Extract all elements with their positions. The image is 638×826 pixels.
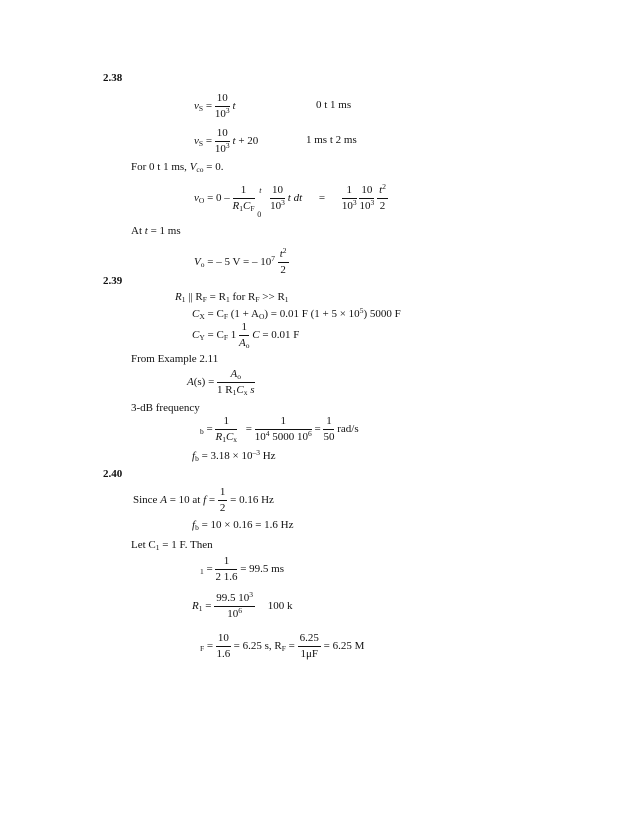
text-line: From Example 2.11 [131, 353, 219, 365]
range-text: 1 ms t 2 ms [306, 134, 357, 146]
text-line: R1 || RF = R1 for RF >> R1 [175, 291, 289, 304]
equation-vs-2: vS = $\frac{10}{10^3}$ t + 20 [194, 127, 259, 155]
section-heading: 2.38 [103, 72, 123, 84]
text-line: Let C1 = 1 F. Then [131, 539, 213, 552]
text-line: For 0 t 1 ms, Vco = 0. [131, 161, 224, 174]
equation-as: A(s) = $\frac{Ao}{\text{1 R1Cx s}}$ [187, 368, 255, 397]
section-heading: 2.39 [103, 275, 123, 287]
equation-cx: CX = CF (1 + AO) = 0.01 F $(1 + 5 \times 10^5)$ 5000 F [192, 306, 401, 321]
equation-tau1: 1 = $\frac{1}{2 1.6}$ = 99.5 ms [200, 555, 285, 583]
equation-tau-f: F = $\frac{10}{1.6}$ = 6.25 s, RF = $\frac{6.25}{1\mu F}$ = 6.25 M [200, 632, 365, 660]
equation-vo-final: Vo = – 5 V = – $10^7$ $\frac{t^2}{2}$ [194, 246, 287, 276]
section-heading: 2.40 [103, 468, 123, 480]
equation-fb: fb = $3.18 \times 10^{-3}$ Hz [192, 448, 276, 463]
text-line: 3-dB frequency [131, 402, 200, 414]
range-text: 0 t 1 ms [316, 99, 352, 111]
equation-cy: CY = CF 1 $\frac{1}{Ao}$ C = 0.01 F [192, 321, 300, 350]
equation-r1: R1 = $\frac{99.5 10^3}{10^6}$ 100 k [192, 590, 293, 620]
text-line: At t = 1 ms [131, 225, 181, 237]
equation-omega-b: b = $\frac{1}{R1Cx}$ = $\frac{1}{10^4 5000 10^6}$ = $\frac{1}{50}$ rad/s [200, 415, 359, 444]
equation-vs-1: vS = $\frac{10}{10^3}$ t [194, 92, 236, 120]
equation-vo-integral: vO = 0 – $\frac{1}{R1CF}$ t 0 $\frac{10}{10^3}$ t dt = $\frac{1}{10^3}$ $\frac{10}{10^3}$ $\frac{t^2}{2}$ [194, 182, 386, 220]
equation-fb-240: fb = 10 × 0.16 = 1.6 Hz [192, 519, 294, 532]
equation-since: Since A = 10 at f = $\frac{1}{2}$ = 0.16 Hz [133, 486, 274, 514]
